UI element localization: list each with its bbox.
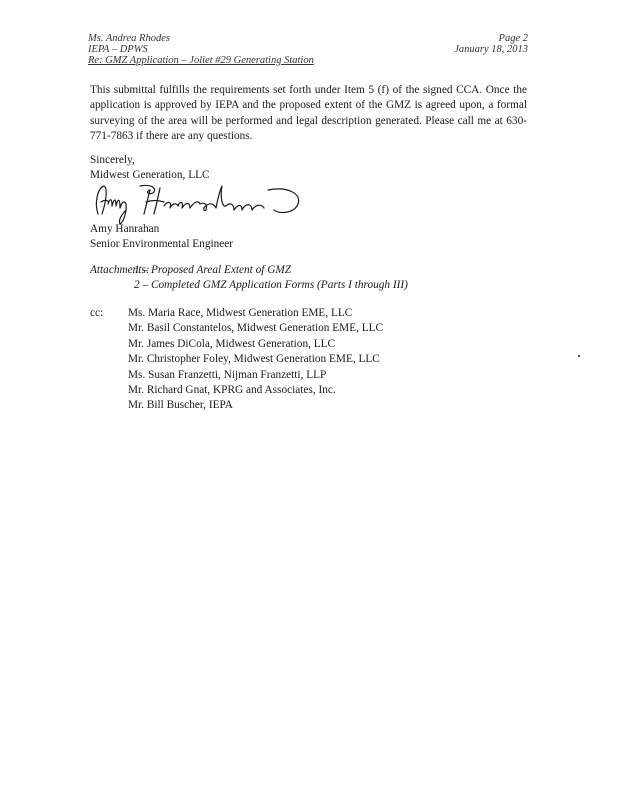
cc-label: cc: — [90, 307, 104, 319]
cc-recipient: Mr. Richard Gnat, KPRG and Associates, Inc. — [128, 384, 336, 397]
cc-recipient: Ms. Maria Race, Midwest Generation EME, LLC — [128, 307, 353, 319]
signer-title: Senior Environmental Engineer — [90, 238, 234, 251]
closing-company: Midwest Generation, LLC — [90, 169, 210, 182]
closing-salutation: Sincerely, — [90, 154, 135, 166]
signature-image — [92, 180, 332, 226]
letter-header-left — [88, 33, 314, 66]
cc-recipient: Ms. Susan Franzetti, Nijman Franzetti, LLP — [128, 368, 327, 381]
header-agency: IEPA – DPWS — [88, 44, 148, 55]
attachment-item-1: 1 – Proposed Areal Extent of GMZ — [134, 264, 292, 276]
header-recipient: Ms. Andrea Rhodes — [88, 33, 170, 44]
header-subject: Re: GMZ Application – Joliet #29 Generating Station — [88, 55, 314, 66]
cc-list — [128, 306, 383, 414]
scan-speck — [578, 355, 580, 357]
cc-recipient: Mr. Christopher Foley, Midwest Generation EME, LLC — [128, 353, 380, 366]
letter-header-right — [454, 33, 528, 55]
attachments-block — [90, 263, 408, 294]
signer-block — [90, 222, 233, 253]
signer-name: Amy Hanrahan — [90, 223, 160, 235]
body-paragraph: This submittal fulfills the requirements set forth under Item 5 (f) of the signed CCA. Once the application is approved by IEPA and the proposed extent of the GMZ is agreed upon, a formal surveying of the area will be performed and legal description generated. Please call me at 630-771-7863 if there are any questions. — [90, 84, 527, 143]
header-date: January 18, 2013 — [454, 44, 528, 55]
attachments-label: Attachments: — [90, 264, 150, 276]
cc-recipient: Mr. James DiCola, Midwest Generation, LLC — [128, 337, 336, 350]
header-page-number: Page 2 — [498, 33, 528, 44]
cc-recipient: Mr. Bill Buscher, IEPA — [128, 399, 233, 412]
cc-recipient: Mr. Basil Constantelos, Midwest Generation EME, LLC — [128, 322, 384, 335]
attachment-item-2: 2 – Completed GMZ Application Forms (Parts I through III) — [134, 279, 408, 292]
